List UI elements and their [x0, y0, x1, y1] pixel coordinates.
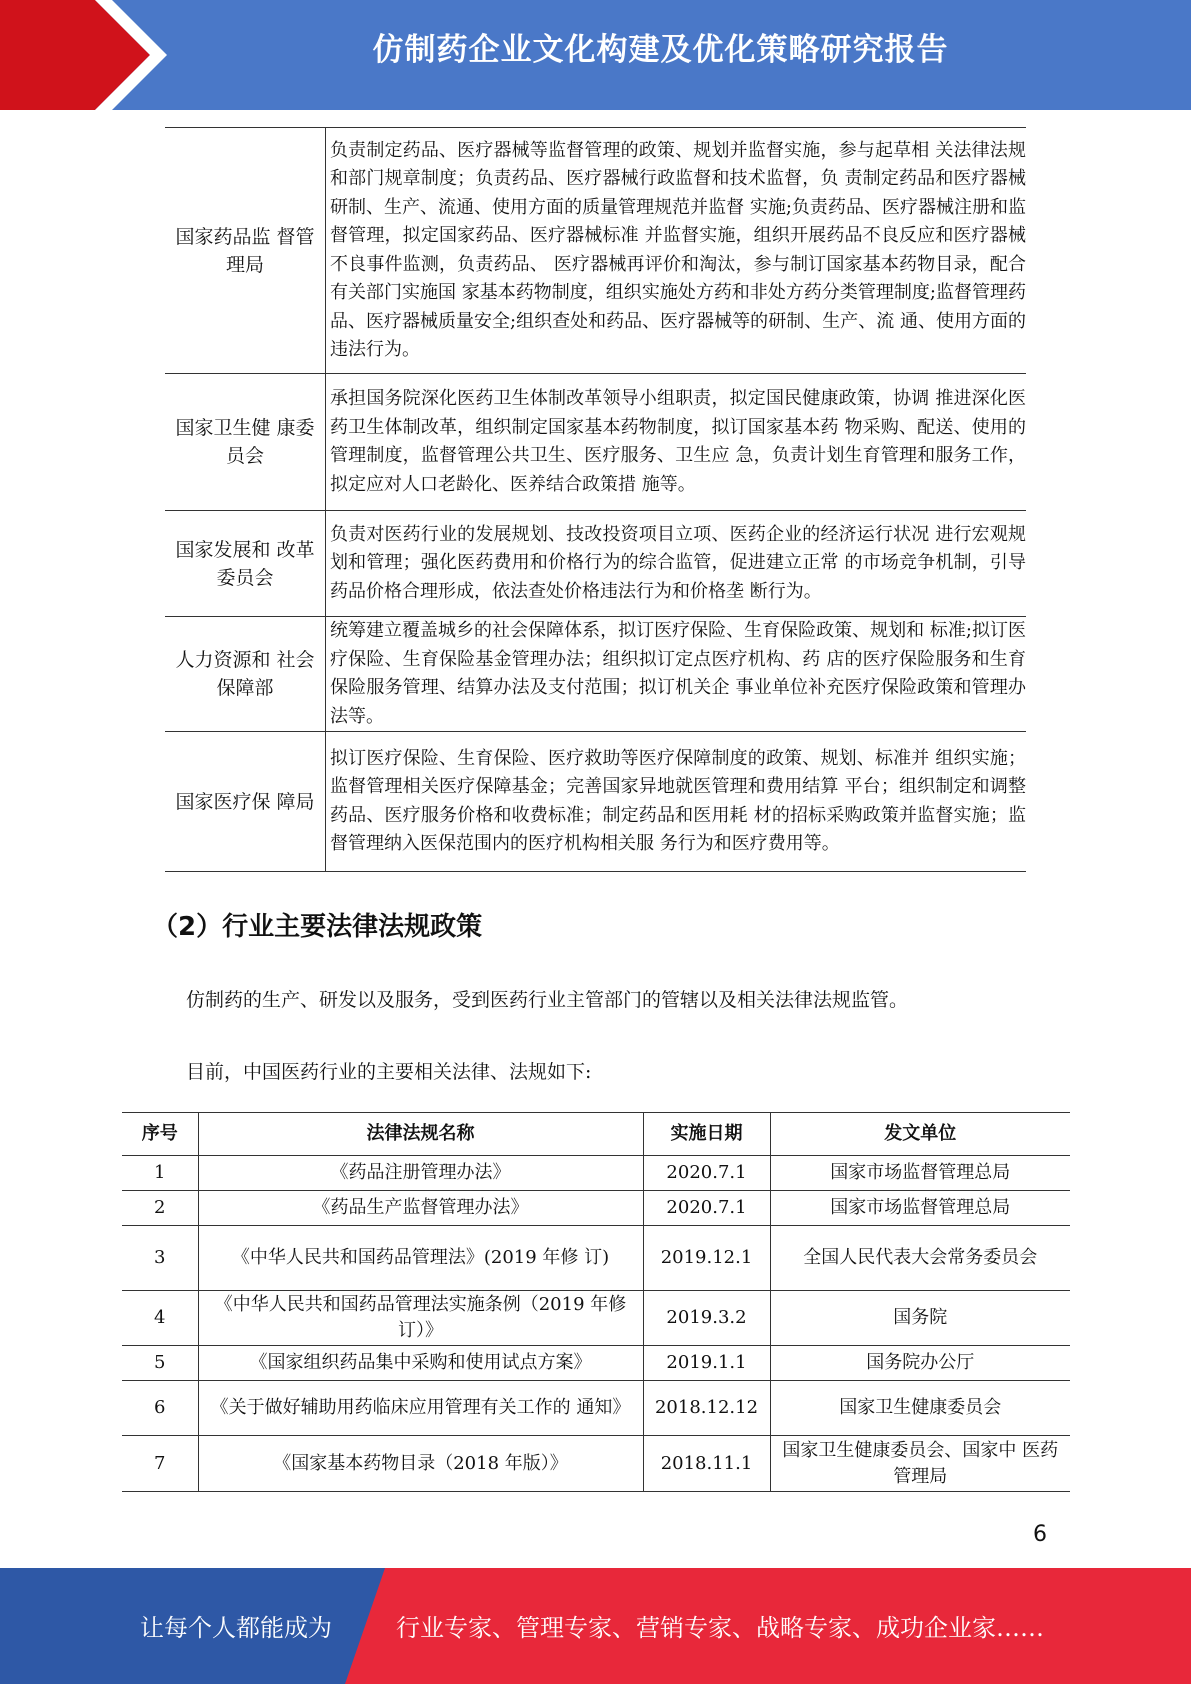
table-row	[165, 128, 1026, 374]
law-date: 2018.12.12	[643, 1381, 770, 1436]
department-duty: 负责制定药品、医疗器械等监督管理的政策、规划并监督实施，参与起草相 关法律法规和部门规章制度；负责药品、医疗器械行政监督和技术监督，负 责制定药品和医疗器械研制、生产、流通、使用方面的质量管理规范并监督 实施;负责药品、医疗器械注册和监督管理，拟定国家药品、医疗器械标准 并监督实施，组织开展药品不良反应和医疗器械不良事件监测，负责药品、 医疗器械再评价和淘汰，参与制订国家基本药物目录，配合有关部门实施国 家基本药物制度，组织实施处方药和非处方药分类管理制度;监督管理药 品、医疗器械质量安全;组织查处和药品、医疗器械等的研制、生产、流 通、使用方面的违法行为。	[326, 128, 1027, 374]
law-date: 2019.12.1	[643, 1226, 770, 1291]
paragraph-intro: 仿制药的生产、研发以及服务，受到医药行业主管部门的管辖以及相关法律法规监管。	[186, 989, 909, 1011]
page-header	[0, 0, 1191, 110]
law-issuer: 国家卫生健康委员会、国家中 医药管理局	[770, 1436, 1070, 1492]
table-row	[122, 1291, 1070, 1346]
page-footer	[0, 1568, 1191, 1684]
law-date: 2020.7.1	[643, 1156, 770, 1191]
section-title: （2）行业主要法律法规政策	[152, 912, 483, 942]
law-name: 《药品生产监督管理办法》	[198, 1191, 643, 1226]
department-duty: 拟订医疗保险、生育保险、医疗救助等医疗保障制度的政策、规划、标准并 组织实施；监督管理相关医疗保障基金；完善国家异地就医管理和费用结算 平台；组织制定和调整药品、医疗服务价格和收费标准；制定药品和医用耗 材的招标采购政策并监督实施；监督管理纳入医保范围内的医疗机构相关服 务行为和医疗费用等。	[326, 732, 1027, 872]
law-no: 5	[122, 1346, 198, 1381]
law-issuer: 国家市场监督管理总局	[770, 1191, 1070, 1226]
table-header-row	[122, 1113, 1070, 1156]
column-header-date: 实施日期	[643, 1113, 770, 1156]
table-row	[165, 511, 1026, 617]
law-no: 7	[122, 1436, 198, 1492]
table-row	[165, 617, 1026, 732]
department-name: 国家医疗保 障局	[165, 732, 326, 872]
table-row	[122, 1436, 1070, 1492]
column-header-issuer: 发文单位	[770, 1113, 1070, 1156]
department-name: 国家卫生健 康委员会	[165, 374, 326, 511]
table-row	[165, 732, 1026, 872]
law-date: 2018.11.1	[643, 1436, 770, 1492]
page-number: 6	[1033, 1522, 1047, 1547]
department-name: 国家药品监 督管理局	[165, 128, 326, 374]
laws-table	[122, 1112, 1070, 1492]
table-row	[122, 1191, 1070, 1226]
law-name: 《中华人民共和国药品管理法》(2019 年修 订)	[198, 1226, 643, 1291]
table-row	[122, 1381, 1070, 1436]
department-name: 国家发展和 改革委员会	[165, 511, 326, 617]
law-issuer: 全国人民代表大会常务委员会	[770, 1226, 1070, 1291]
law-name: 《国家组织药品集中采购和使用试点方案》	[198, 1346, 643, 1381]
law-name: 《国家基本药物目录（2018 年版）》	[198, 1436, 643, 1492]
law-no: 4	[122, 1291, 198, 1346]
table-row	[122, 1156, 1070, 1191]
table-row	[122, 1226, 1070, 1291]
department-name: 人力资源和 社会保障部	[165, 617, 326, 732]
law-name: 《中华人民共和国药品管理法实施条例（2019 年修订）》	[198, 1291, 643, 1346]
department-table	[165, 127, 1026, 872]
law-date: 2019.3.2	[643, 1291, 770, 1346]
footer-slogan-left: 让每个人都能成为	[140, 1614, 332, 1642]
report-title: 仿制药企业文化构建及优化策略研究报告	[372, 32, 949, 68]
law-no: 2	[122, 1191, 198, 1226]
footer-slogan-right: 行业专家、管理专家、营销专家、战略专家、成功企业家……	[396, 1614, 1044, 1642]
column-header-no: 序号	[122, 1113, 198, 1156]
law-issuer: 国家市场监督管理总局	[770, 1156, 1070, 1191]
law-name: 《关于做好辅助用药临床应用管理有关工作的 通知》	[198, 1381, 643, 1436]
table-row	[165, 374, 1026, 511]
department-duty: 统筹建立覆盖城乡的社会保障体系，拟订医疗保险、生育保险政策、规划和 标准;拟订医疗保险、生育保险基金管理办法；组织拟订定点医疗机构、药 店的医疗保险服务和生育保险服务管理、结算办法及支付范围；拟订机关企 事业单位补充医疗保险政策和管理办法等。	[326, 617, 1027, 732]
law-no: 6	[122, 1381, 198, 1436]
law-no: 3	[122, 1226, 198, 1291]
law-no: 1	[122, 1156, 198, 1191]
department-duty: 承担国务院深化医药卫生体制改革领导小组职责，拟定国民健康政策，协调 推进深化医药卫生体制改革，组织制定国家基本药物制度，拟订国家基本药 物采购、配送、使用的管理制度，监督管理公共卫生、医疗服务、卫生应 急，负责计划生育管理和服务工作，拟定应对人口老龄化、医养结合政策措 施等。	[326, 374, 1027, 511]
law-date: 2020.7.1	[643, 1191, 770, 1226]
department-duty: 负责对医药行业的发展规划、技改投资项目立项、医药企业的经济运行状况 进行宏观规划和管理；强化医药费用和价格行为的综合监管，促进建立正常 的市场竞争机制，引导药品价格合理形成，依法查处价格违法行为和价格垄 断行为。	[326, 511, 1027, 617]
law-date: 2019.1.1	[643, 1346, 770, 1381]
law-name: 《药品注册管理办法》	[198, 1156, 643, 1191]
column-header-name: 法律法规名称	[198, 1113, 643, 1156]
law-issuer: 国务院	[770, 1291, 1070, 1346]
table-row	[122, 1346, 1070, 1381]
law-issuer: 国家卫生健康委员会	[770, 1381, 1070, 1436]
law-issuer: 国务院办公厅	[770, 1346, 1070, 1381]
paragraph-laws-lead: 目前，中国医药行业的主要相关法律、法规如下:	[186, 1061, 592, 1083]
